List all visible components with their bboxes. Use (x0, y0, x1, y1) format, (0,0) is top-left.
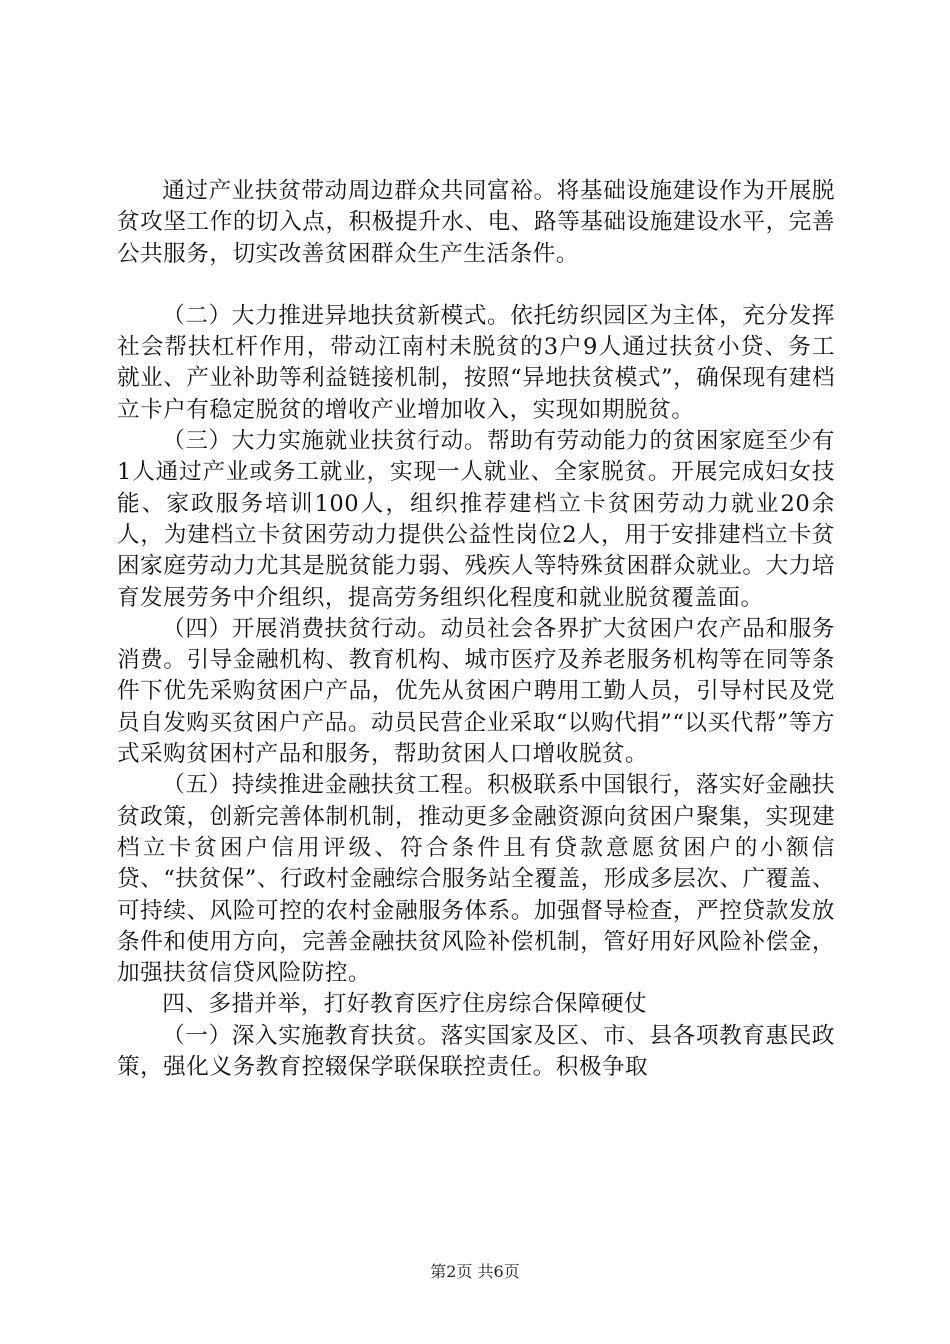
section-heading-four: 四、多措并举，打好教育医疗住房综合保障硬仗 (162, 991, 648, 1018)
page-number-footer: 第2页 共6页 (430, 1262, 520, 1281)
paragraph-consumption-poverty-alleviation: （四）开展消费扶贫行动。动员社会各界扩大贫困户农产品和服务消费。引导金融机构、教育机构、城市医疗及养老服务机构等在同等条件下优先采购贫困户产品，优先从贫困户聘用工勤人员，引导村民及党员自发购买贫困户产品。动员民营企业采取“以购代捐”“以买代帮”等方式采购贫困村产品和服务，帮助贫困人口增收脱贫。 (117, 615, 835, 768)
paragraph-financial-poverty-alleviation: （五）持续推进金融扶贫工程。积极联系中国银行，落实好金融扶贫政策，创新完善体制机制，推动更多金融资源向贫困户聚集，实现建档立卡贫困户信用评级、符合条件且有贷款意愿贫困户的小额信贷、“扶贫保”、行政村金融综合服务站全覆盖，形成多层次、广覆盖、可持续、风险可控的农村金融服务体系。加强督导检查，严控贷款发放条件和使用方向，完善金融扶贫风险补偿机制，管好用好风险补偿金，加强扶贫信贷风险防控。 (117, 772, 835, 987)
paragraph-relocation-poverty-alleviation: （二）大力推进异地扶贫新模式。依托纺织园区为主体，充分发挥社会帮扶杠杆作用，带动江南村未脱贫的3户9人通过扶贫小贷、务工就业、产业补助等利益链接机制，按照“异地扶贫模式”，确保现有建档立卡户有稳定脱贫的增收产业增加收入，实现如期脱贫。 (117, 302, 835, 423)
paragraph-education-poverty-alleviation: （一）深入实施教育扶贫。落实国家及区、市、县各项教育惠民政策，强化义务教育控辍保学联保联控责任。积极争取 (117, 1022, 835, 1081)
document-body (117, 176, 835, 1083)
paragraph-employment-poverty-alleviation: （三）大力实施就业扶贫行动。帮助有劳动能力的贫困家庭至少有1人通过产业或务工就业，实现一人就业、全家脱贫。开展完成妇女技能、家政服务培训100人，组织推荐建档立卡贫困劳动力就业20余人，为建档立卡贫困劳动力提供公益性岗位2人，用于安排建档立卡贫困家庭劳动力尤其是脱贫能力弱、残疾人等特殊贫困群众就业。大力培育发展劳务中介组织，提高劳务组织化程度和就业脱贫覆盖面。 (117, 428, 835, 611)
paragraph-infrastructure: 通过产业扶贫带动周边群众共同富裕。将基础设施建设作为开展脱贫攻坚工作的切入点，积极提升水、电、路等基础设施建设水平，完善公共服务，切实改善贫困群众生产生活条件。 (117, 178, 835, 267)
